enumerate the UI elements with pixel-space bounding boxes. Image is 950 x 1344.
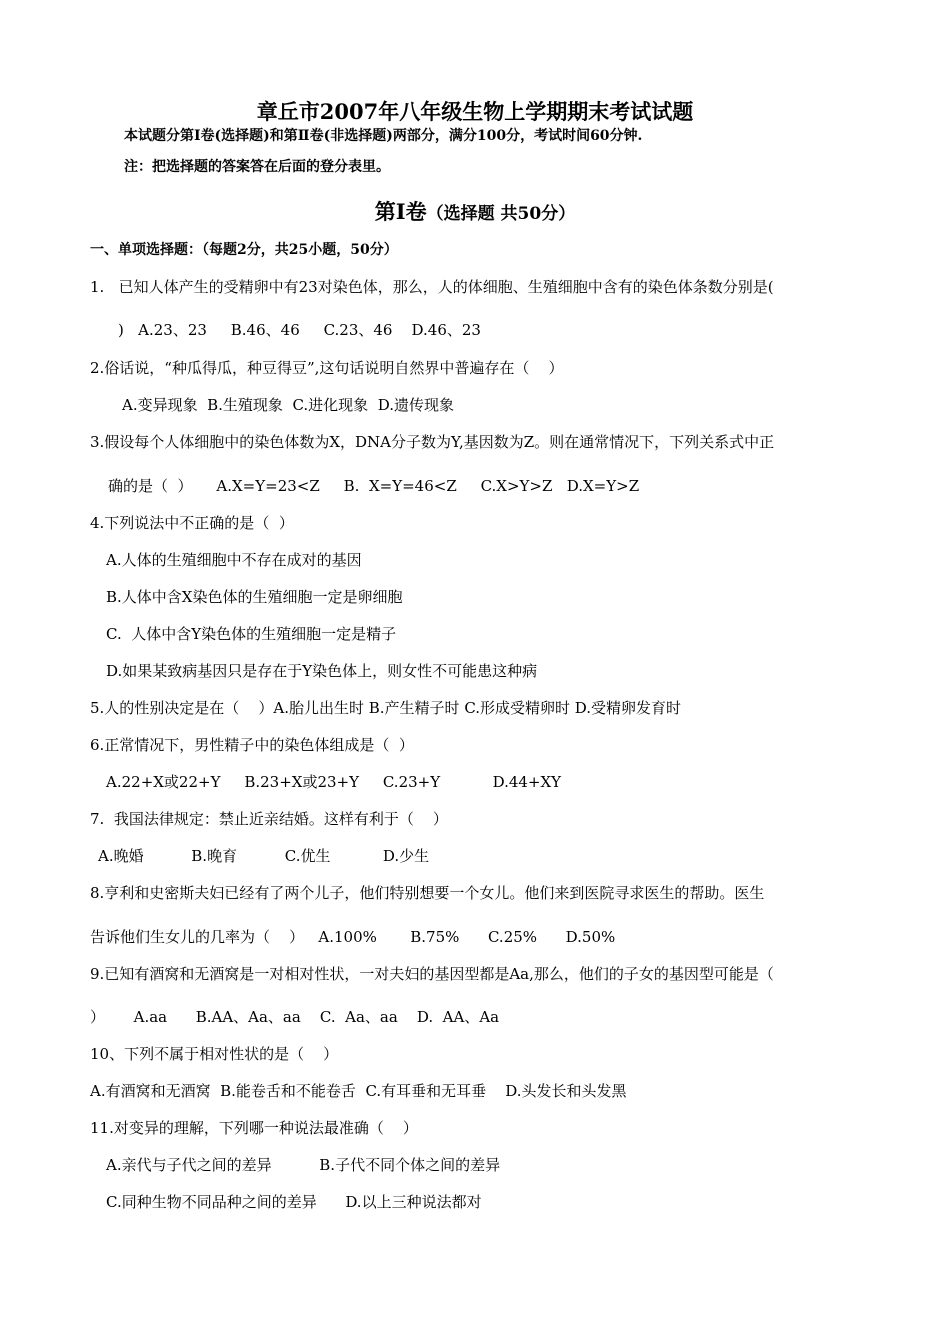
question-9-options: ） A.aa B.AA、Aa、aa C. Aa、aa D. AA、Aa [90,1008,500,1026]
section-subtitle: （选择题 共50分） [426,204,576,224]
question-7-stem: 7. 我国法律规定：禁止近亲结婚。这样有利于（ ） [90,810,448,828]
question-4-option-a: A.人体的生殖细胞中不存在成对的基因 [106,551,362,569]
question-5-stem: 5.人的性别决定是在（ ）A.胎儿出生时 B.产生精子时 C.形成受精卵时 D.受精卵发育时 [90,699,682,717]
question-10-options: A.有酒窝和无酒窝 B.能卷舌和不能卷舌 C.有耳垂和无耳垂 D.头发长和头发黑 [90,1082,627,1100]
question-6-options: A.22+X或22+Y B.23+X或23+Y C.23+Y D.44+XY [106,773,562,791]
question-8-stem: 8.亨利和史密斯夫妇已经有了两个儿子，他们特别想要一个女儿。他们来到医院寻求医生的帮助。医生 [90,884,765,902]
section-title: 第Ⅰ卷 [374,199,427,224]
question-3-stem: 3.假设每个人体细胞中的染色体数为X，DNA分子数为Y,基因数为Z。则在通常情况下，下列关系式中正 [90,433,775,451]
question-8-options: 告诉他们生女儿的几率为（ ） A.100% B.75% C.25% D.50% [90,928,616,946]
question-1-stem: 1. 已知人体产生的受精卵中有23对染色体，那么，人的体细胞、生殖细胞中含有的染色体条数分别是( [90,278,774,296]
question-11-option-ab: A.亲代与子代之间的差异 B.子代不同个体之间的差异 [106,1156,501,1174]
question-4-option-d: D.如果某致病基因只是存在于Y染色体上，则女性不可能患这种病 [106,662,538,680]
question-7-options: A.晚婚 B.晚育 C.优生 D.少生 [98,847,430,865]
question-3-options: 确的是（ ） A.X=Y=23<Z B. X=Y=46<Z C.X>Y>Z D.X=Y>Z [108,477,640,495]
question-1-options: ) A.23、23 B.46、46 C.23、46 D.46、23 [118,321,481,339]
question-2-stem: 2.俗话说，“种瓜得瓜，种豆得豆”,这句话说明自然界中普遍存在（ ） [90,359,564,377]
exam-intro: 本试题分第Ⅰ卷(选择题)和第Ⅱ卷(非选择题)两部分，满分100分，考试时间60分钟. [124,128,643,144]
question-11-stem: 11.对变异的理解，下列哪一种说法最准确（ ） [90,1119,418,1137]
question-2-options: A.变异现象 B.生殖现象 C.进化现象 D.遗传现象 [122,396,454,414]
question-6-stem: 6.正常情况下，男性精子中的染色体组成是（ ） [90,736,414,754]
question-4-stem: 4.下列说法中不正确的是（ ） [90,514,294,532]
exam-title: 章丘市2007年八年级生物上学期期末考试试题 [256,99,694,124]
section-heading [0,197,950,229]
question-9-stem: 9.已知有酒窝和无酒窝是一对相对性状，一对夫妇的基因型都是Aa,那么，他们的子女的基因型可能是（ [90,965,774,983]
question-11-option-cd: C.同种生物不同品种之间的差异 D.以上三种说法都对 [106,1193,482,1211]
question-4-option-c: C. 人体中含Y染色体的生殖细胞一定是精子 [106,625,397,643]
question-4-option-b: B.人体中含X染色体的生殖细胞一定是卵细胞 [106,588,403,606]
question-10-stem: 10、下列不属于相对性状的是（ ） [90,1045,339,1063]
part-heading: 一、单项选择题：（每题2分，共25小题，50分） [90,242,398,258]
exam-note: 注：把选择题的答案答在后面的登分表里。 [124,159,390,175]
